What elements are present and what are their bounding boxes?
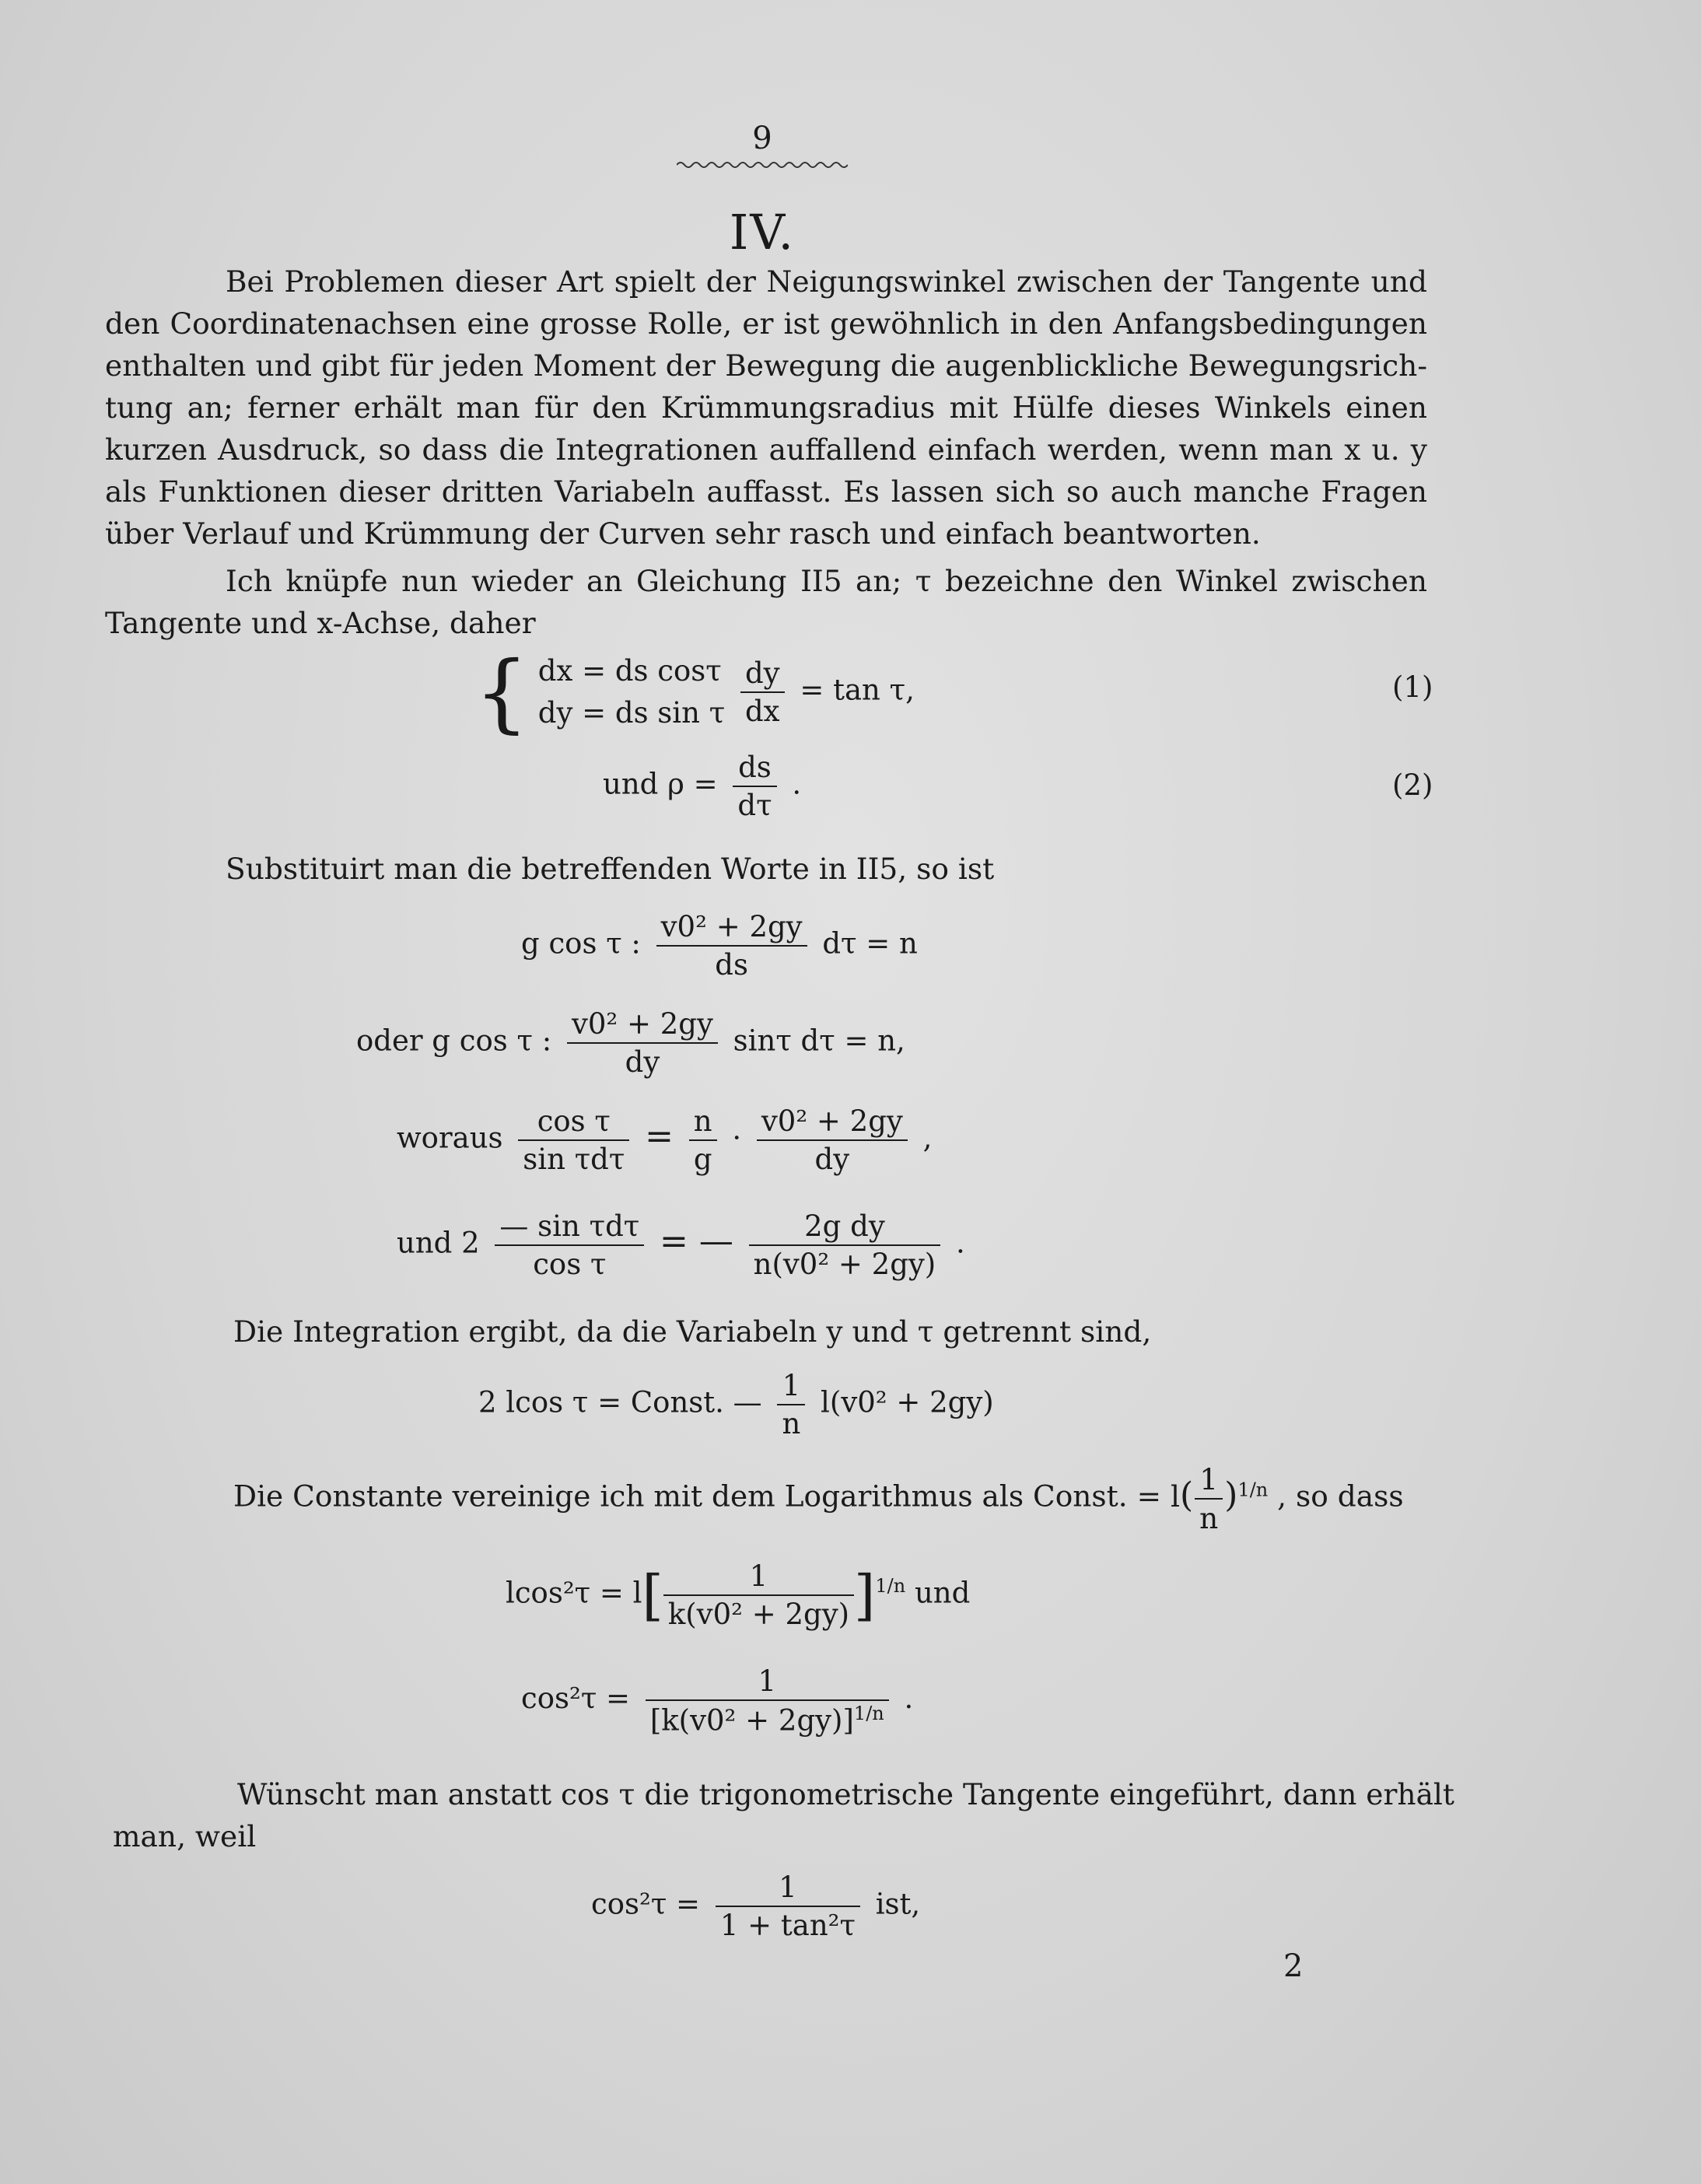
equation-9 <box>521 1664 913 1737</box>
eq6-suffix: . <box>956 1226 965 1260</box>
section-title: IV. <box>729 204 796 261</box>
signature-mark: 2 <box>1283 1948 1304 1984</box>
eq5-f1-num: cos τ <box>537 1104 611 1138</box>
equation-10 <box>591 1871 920 1942</box>
eq2-frac-den: dτ <box>733 786 776 822</box>
eq1-frac-den: dx <box>740 691 785 728</box>
text-line: tung an; ferner erhält man für den Krümmungsradius mit Hülfe dieses Winkels einen <box>105 390 1427 425</box>
equation-1 <box>474 642 915 742</box>
eq2-suffix: . <box>792 767 802 801</box>
eq7-den: n <box>777 1404 805 1440</box>
eq9-lhs: cos²τ = <box>521 1682 631 1716</box>
text-line-tail: , so dass <box>1277 1479 1404 1514</box>
text-line: Die Constante vereinige ich mit dem Logarithmus als Const. = <box>233 1479 1162 1514</box>
eq5-prefix: woraus <box>397 1121 503 1155</box>
equation-number-2: (2) <box>1392 768 1433 802</box>
text-line: Die Integration ergibt, da die Variabeln y und τ getrennt sind, <box>233 1314 1152 1349</box>
paragraph-tangent <box>105 560 1427 644</box>
text-line: Tangente und x-Achse, daher <box>105 606 536 640</box>
eq5-equals: = <box>645 1116 674 1157</box>
eq6-f1-den: cos τ <box>495 1244 644 1281</box>
eq8-inner-den: k(v0² + 2gy) <box>663 1594 854 1631</box>
eq10-num: 1 <box>779 1871 797 1904</box>
eq2-frac-num: ds <box>738 751 772 784</box>
paragraph-constante <box>233 1462 1404 1535</box>
eq4-den: dy <box>567 1042 718 1079</box>
text-line: Ich knüpfe nun wieder an Gleichung II5 an; τ bezeichne den Winkel zwischen <box>226 564 1427 598</box>
text-line: Bei Problemen dieser Art spielt der Neigungswinkel zwischen der Tangente und <box>226 264 1427 299</box>
text-line: Substituirt man die betreffenden Worte in II5, so ist <box>226 852 995 886</box>
const-exponent: 1/n <box>1237 1479 1269 1500</box>
paragraph-substituirt <box>105 848 1427 890</box>
eq4-prefix: oder g cos τ : <box>356 1024 552 1058</box>
eq8-exponent: 1/n <box>875 1575 906 1598</box>
eq1-line-a: dx = ds cosτ <box>537 654 722 688</box>
equation-5 <box>397 1104 932 1176</box>
eq8-lhs: lcos²τ = <box>506 1576 624 1610</box>
eq7-rhs: l(v0² + 2gy) <box>821 1385 994 1419</box>
eq5-suffix: , <box>922 1121 933 1155</box>
eq5-f3-den: dy <box>757 1139 908 1176</box>
eq5-f3-num: v0² + 2gy <box>761 1104 903 1138</box>
eq10-den: 1 + tan²τ <box>716 1906 860 1942</box>
equation-6 <box>397 1209 965 1281</box>
equation-4 <box>356 1007 905 1079</box>
text-line: über Verlauf und Krümmung der Curven sehr rasch und einfach beantworten. <box>105 516 1261 551</box>
const-expression: l( $\frac{1}{n}$ )$^{1/n}$ <box>1170 1462 1269 1535</box>
eq9-den-base: [k(v0² + 2gy)] <box>649 1703 854 1738</box>
eq6-f1-num: — sin τdτ <box>499 1209 640 1243</box>
eq1-line-b: dy = ds sin τ <box>537 696 726 730</box>
eq6-prefix: und 2 <box>397 1226 480 1260</box>
eq2-prefix: und ρ = <box>603 767 718 801</box>
eq8-suffix: und <box>914 1576 971 1610</box>
eq1-frac-num: dy <box>744 656 780 690</box>
text-line: den Coordinatenachsen eine grosse Rolle, er ist gewöhnlich in den Anfangsbedingungen <box>105 306 1427 341</box>
eq5-f2-den: g <box>689 1139 717 1176</box>
eq9-den <box>646 1699 889 1737</box>
eq6-equals: = — <box>659 1221 733 1262</box>
const-frac-num: 1 <box>1199 1462 1219 1496</box>
equation-7 <box>478 1369 994 1440</box>
equation-2 <box>603 751 801 822</box>
eq9-suffix: . <box>904 1682 914 1716</box>
eq7-num: 1 <box>782 1369 801 1402</box>
page-number: 9 <box>752 121 772 156</box>
text-line: kurzen Ausdruck, so dass die Integrationen auffallend einfach werden, wenn man x u. y <box>105 432 1427 467</box>
equation-3 <box>521 910 918 982</box>
eq3-suffix: dτ = n <box>822 926 918 961</box>
paragraph-wuenscht <box>105 1773 1454 1857</box>
eq3-prefix: g cos τ : <box>521 926 641 961</box>
eq5-dot: · <box>732 1121 742 1155</box>
equation-number-1: (1) <box>1392 670 1433 704</box>
text-line: Wünscht man anstatt cos τ die trigonometrische Tangente eingeführt, dann erhält <box>237 1777 1454 1811</box>
brace-symbol: { <box>474 642 529 742</box>
text-line: als Funktionen dieser dritten Variabeln auffasst. Es lassen sich so auch manche Fragen <box>105 474 1427 509</box>
eq5-f2-num: n <box>693 1104 712 1138</box>
eq3-den: ds <box>656 945 807 982</box>
text-line: man, weil <box>113 1819 257 1853</box>
text-line: enthalten und gibt für jeden Moment der Bewegung die augenblickliche Bewegungsrich- <box>105 348 1427 383</box>
const-frac-den: n <box>1195 1498 1223 1535</box>
eq10-suffix: ist, <box>875 1887 921 1921</box>
eq4-suffix: sinτ dτ = n, <box>733 1024 905 1058</box>
decorative-rule <box>677 159 848 170</box>
eq5-f1-den: sin τdτ <box>518 1139 629 1176</box>
eq1-rhs: = tan τ, <box>800 673 915 707</box>
eq6-f2-num: 2g dy <box>804 1209 885 1243</box>
eq4-num: v0² + 2gy <box>571 1007 713 1041</box>
paragraph-intro <box>105 261 1427 555</box>
eq10-lhs: cos²τ = <box>591 1887 701 1921</box>
eq7-lhs: 2 lcos τ = Const. — <box>478 1385 762 1419</box>
eq9-num: 1 <box>758 1664 777 1698</box>
eq8-inner-num: 1 <box>749 1559 768 1593</box>
equation-8: lcos²τ = l[ $\frac{1}{\text{k(v0² + 2gy)}}$ ]$^{1/n}$ und <box>506 1559 971 1631</box>
paragraph-integration <box>105 1311 1427 1353</box>
eq6-f2-den: n(v0² + 2gy) <box>749 1244 941 1281</box>
eq3-num: v0² + 2gy <box>660 910 803 943</box>
eq9-exponent: 1/n <box>853 1703 884 1724</box>
